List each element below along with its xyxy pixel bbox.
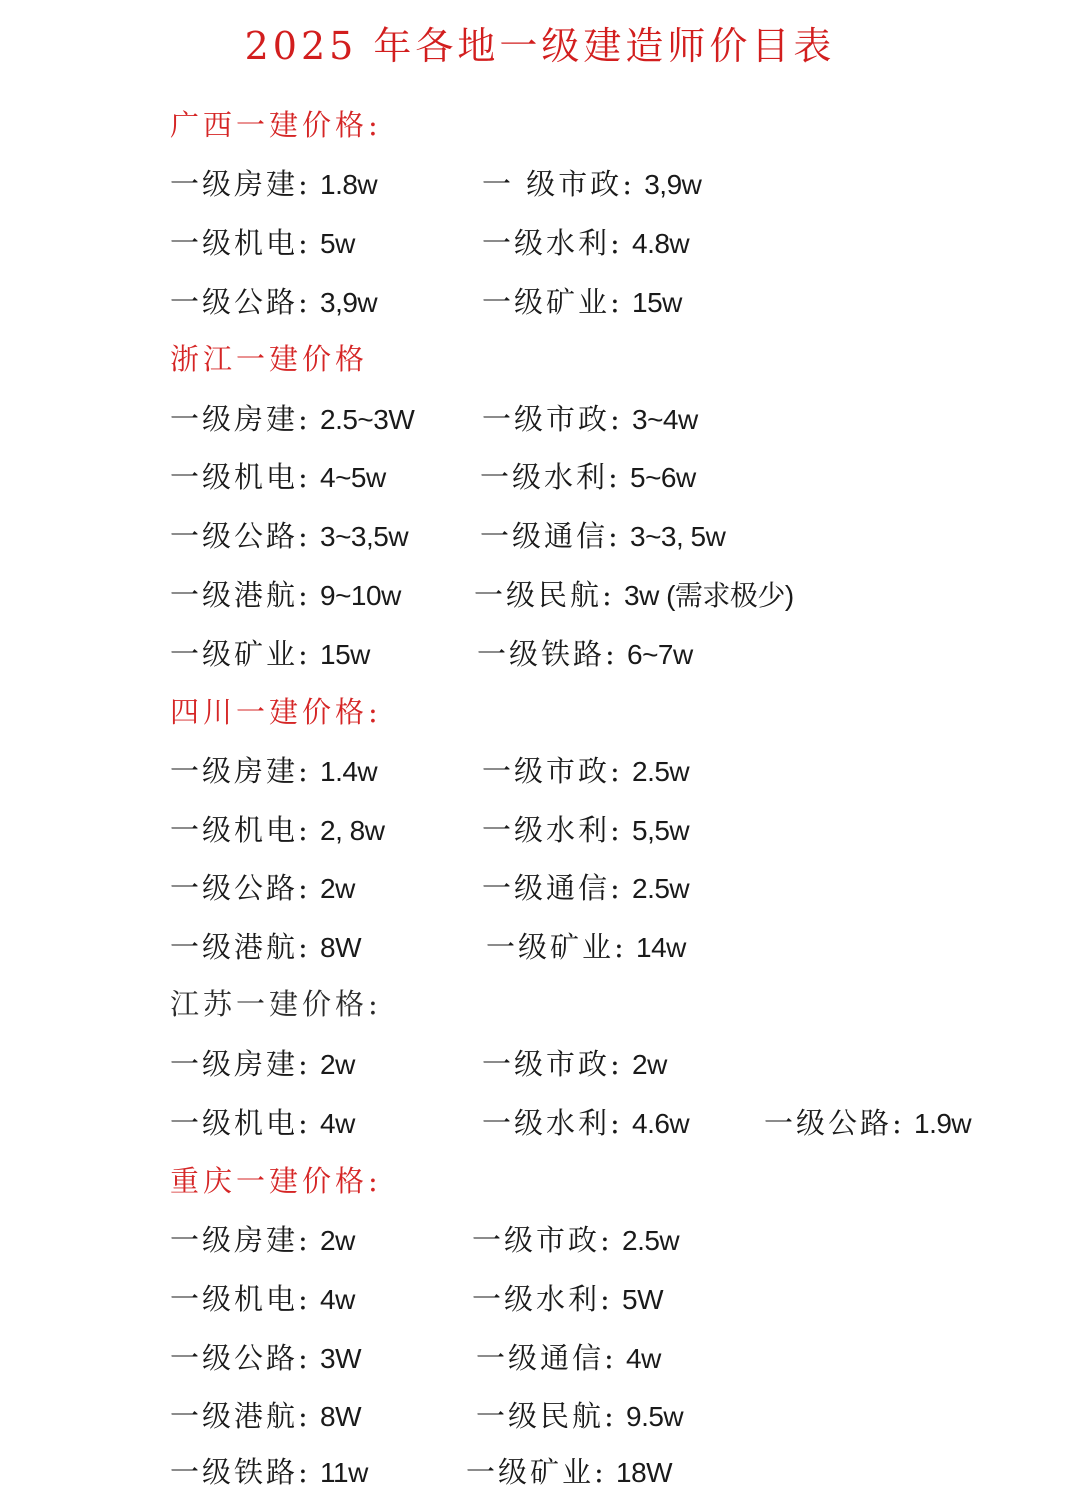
price-item bbox=[472, 1279, 663, 1320]
item-value: 11w bbox=[320, 1457, 368, 1488]
item-value: 4.8w bbox=[632, 228, 690, 259]
item-label: 一级机电: bbox=[170, 226, 311, 260]
price-row bbox=[0, 751, 1080, 791]
item-label: 一级民航: bbox=[474, 578, 615, 612]
item-value: 5,5w bbox=[632, 815, 690, 846]
item-label: 一级铁路: bbox=[477, 637, 618, 671]
price-item bbox=[474, 575, 794, 616]
item-label: 一级公路: bbox=[764, 1106, 905, 1140]
item-value: 6~7w bbox=[627, 639, 693, 670]
price-row bbox=[0, 1044, 1080, 1084]
price-item bbox=[170, 1220, 355, 1261]
price-item bbox=[476, 1338, 661, 1379]
item-value: 9.5w bbox=[626, 1401, 684, 1432]
price-row bbox=[0, 223, 1080, 263]
price-row bbox=[0, 575, 1080, 615]
item-label: 一级机电: bbox=[170, 1106, 311, 1140]
item-value: 2.5~3W bbox=[320, 404, 415, 435]
price-item bbox=[170, 1044, 355, 1085]
item-value: 4~5w bbox=[320, 462, 386, 493]
item-label: 一级水利: bbox=[482, 1106, 623, 1140]
price-item bbox=[480, 516, 725, 557]
price-item bbox=[466, 1452, 672, 1493]
price-item bbox=[170, 868, 355, 909]
item-value: 1.8w bbox=[320, 169, 378, 200]
item-label: 一级水利: bbox=[480, 460, 621, 494]
price-item bbox=[764, 1103, 971, 1144]
item-value: 2.5w bbox=[622, 1225, 680, 1256]
item-label: 一级公路: bbox=[170, 1341, 311, 1375]
price-item bbox=[170, 634, 370, 675]
price-item bbox=[482, 282, 682, 323]
item-label: 一级港航: bbox=[170, 578, 311, 612]
item-value: 4w bbox=[626, 1343, 661, 1374]
item-value: 2w bbox=[320, 873, 355, 904]
item-value: 2w bbox=[632, 1049, 667, 1080]
item-value: 14w bbox=[636, 932, 686, 963]
price-item bbox=[472, 1220, 679, 1261]
item-value: 2, 8w bbox=[320, 815, 385, 846]
item-label: 一级房建: bbox=[170, 402, 311, 436]
item-value: 2w bbox=[320, 1049, 355, 1080]
item-value: 8W bbox=[320, 1401, 361, 1432]
item-value: 4w bbox=[320, 1108, 355, 1139]
item-label: 一级房建: bbox=[170, 754, 311, 788]
price-row bbox=[0, 1220, 1080, 1260]
price-item bbox=[170, 223, 355, 264]
item-value: 15w bbox=[632, 287, 682, 318]
price-item bbox=[482, 164, 701, 205]
price-row bbox=[0, 1396, 1080, 1436]
item-value: 1.9w bbox=[914, 1108, 972, 1139]
price-item bbox=[482, 223, 689, 264]
item-value: 15w bbox=[320, 639, 370, 670]
item-label: 一级机电: bbox=[170, 813, 311, 847]
price-item bbox=[482, 399, 698, 440]
item-label: 一级水利: bbox=[472, 1282, 613, 1316]
item-label: 一级市政: bbox=[482, 1047, 623, 1081]
price-row bbox=[0, 1452, 1080, 1492]
item-value: 5~6w bbox=[630, 462, 696, 493]
item-label: 一级矿业: bbox=[482, 285, 623, 319]
price-item bbox=[170, 1452, 368, 1493]
price-item bbox=[476, 1396, 683, 1437]
item-value: 3~3, 5w bbox=[630, 521, 726, 552]
item-label: 一级矿业: bbox=[486, 930, 627, 964]
item-label: 一级房建: bbox=[170, 1047, 311, 1081]
item-label: 一级机电: bbox=[170, 1282, 311, 1316]
price-item bbox=[170, 164, 377, 205]
item-label: 一级房建: bbox=[170, 1223, 311, 1257]
item-value: 3~4w bbox=[632, 404, 698, 435]
price-item bbox=[170, 1396, 361, 1437]
price-item bbox=[170, 457, 386, 498]
price-row bbox=[0, 282, 1080, 322]
price-row bbox=[0, 810, 1080, 850]
item-label: 一级通信: bbox=[482, 871, 623, 905]
item-label: 一级公路: bbox=[170, 519, 311, 553]
price-item bbox=[170, 1279, 355, 1320]
item-value: 3~3,5w bbox=[320, 521, 409, 552]
price-item bbox=[482, 810, 689, 851]
item-value: 5W bbox=[622, 1284, 663, 1315]
item-label: 一级公路: bbox=[170, 285, 311, 319]
item-label: 一级矿业: bbox=[466, 1455, 607, 1489]
price-row bbox=[0, 1338, 1080, 1378]
item-label: 一级公路: bbox=[170, 871, 311, 905]
section-heading-zhejiang: 浙江一建价格 bbox=[170, 342, 369, 376]
item-label: 一级机电: bbox=[170, 460, 311, 494]
section-heading-sichuan: 四川一建价格: bbox=[170, 695, 382, 729]
price-row bbox=[0, 399, 1080, 439]
item-label: 一级通信: bbox=[480, 519, 621, 553]
item-label: 一级市政: bbox=[482, 754, 623, 788]
item-value: 1.4w bbox=[320, 756, 378, 787]
section-heading-guangxi: 广西一建价格: bbox=[170, 108, 382, 142]
item-label: 一级市政: bbox=[482, 402, 623, 436]
item-label: 一级房建: bbox=[170, 167, 311, 201]
price-item bbox=[482, 1044, 667, 1085]
price-item bbox=[482, 751, 689, 792]
price-row bbox=[0, 457, 1080, 497]
price-item bbox=[170, 1338, 361, 1379]
item-value: 4w bbox=[320, 1284, 355, 1315]
price-item bbox=[170, 399, 414, 440]
item-label: 一级港航: bbox=[170, 1399, 311, 1433]
price-row bbox=[0, 164, 1080, 204]
price-item bbox=[170, 575, 401, 616]
section-heading-jiangsu: 江苏一建价格: bbox=[170, 987, 382, 1021]
item-label: 一级港航: bbox=[170, 930, 311, 964]
item-value: 9~10w bbox=[320, 580, 401, 611]
item-value: 18W bbox=[616, 1457, 673, 1488]
item-label: 一级民航: bbox=[476, 1399, 617, 1433]
item-label: 一级矿业: bbox=[170, 637, 311, 671]
item-label: 一级水利: bbox=[482, 813, 623, 847]
price-row bbox=[0, 634, 1080, 674]
item-value: 2.5w bbox=[632, 873, 690, 904]
item-value: 4.6w bbox=[632, 1108, 690, 1139]
item-value: 3,9w bbox=[644, 169, 702, 200]
item-value: 3w (需求极少) bbox=[624, 580, 794, 611]
item-label: 一级通信: bbox=[476, 1341, 617, 1375]
price-item bbox=[486, 927, 686, 968]
price-item bbox=[480, 457, 696, 498]
item-label: 一级市政: bbox=[472, 1223, 613, 1257]
price-item bbox=[170, 516, 408, 557]
item-value: 8W bbox=[320, 932, 361, 963]
item-label: 一级铁路: bbox=[170, 1455, 311, 1489]
price-item bbox=[170, 810, 384, 851]
section-heading-chongqing: 重庆一建价格: bbox=[170, 1164, 382, 1198]
item-value: 5w bbox=[320, 228, 355, 259]
price-item bbox=[170, 751, 377, 792]
page-title: 2025 年各地一级建造师价目表 bbox=[244, 24, 836, 68]
price-item bbox=[170, 927, 361, 968]
price-item bbox=[170, 282, 377, 323]
price-row bbox=[0, 516, 1080, 556]
item-label: 一级水利: bbox=[482, 226, 623, 260]
price-row bbox=[0, 868, 1080, 908]
price-item bbox=[477, 634, 693, 675]
price-item bbox=[482, 1103, 689, 1144]
price-row bbox=[0, 1279, 1080, 1319]
item-value: 3,9w bbox=[320, 287, 378, 318]
item-value: 2.5w bbox=[632, 756, 690, 787]
item-label: 一 级市政: bbox=[482, 167, 635, 201]
price-row bbox=[0, 1103, 1080, 1143]
price-row bbox=[0, 927, 1080, 967]
item-value: 2w bbox=[320, 1225, 355, 1256]
item-value: 3W bbox=[320, 1343, 361, 1374]
price-item bbox=[170, 1103, 355, 1144]
price-item bbox=[482, 868, 689, 909]
